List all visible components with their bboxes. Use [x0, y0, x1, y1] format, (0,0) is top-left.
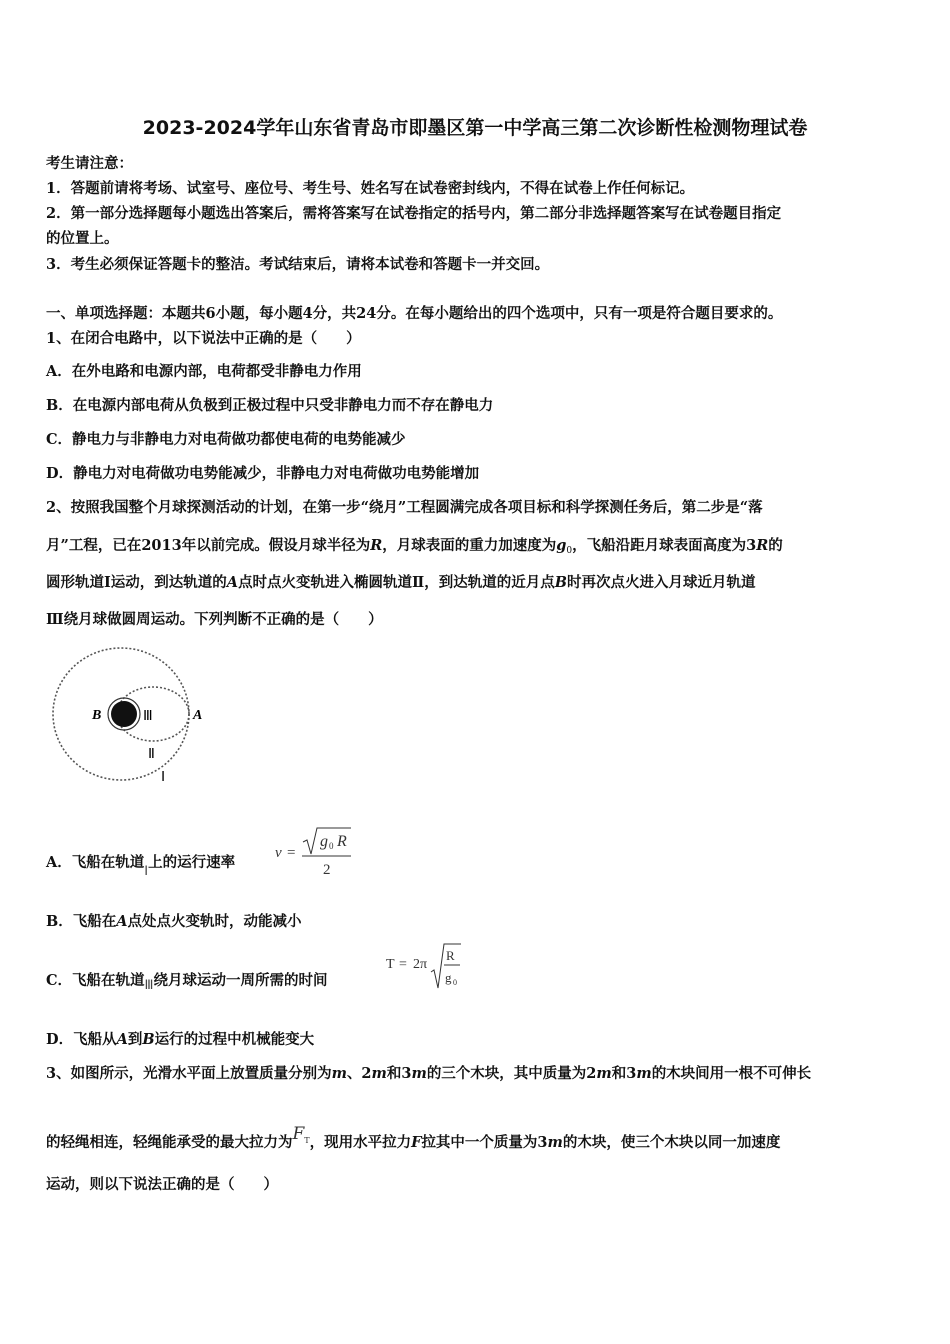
label-i: Ⅰ: [161, 770, 166, 785]
var-ft: F: [292, 1124, 305, 1144]
q2-line-1: 2、按照我国整个月球探测活动的计划，在第一步“绕月”工程圆满完成各项目标和科学探测任务后，第二步是“落: [46, 499, 763, 516]
q3-line-3: 运动，则以下说法正确的是（ ）: [46, 1176, 278, 1193]
var-b: B: [554, 574, 568, 591]
q2-text: 点时点火变轨进入椭圆轨道Ⅱ，到达轨道的近月点: [238, 574, 555, 591]
q2-option-a-text: A．飞船在轨道: [46, 854, 145, 871]
orbit-label: Ⅲ: [144, 977, 154, 992]
var-g-subscript: 0: [566, 546, 573, 556]
q3-text: 3、如图所示，光滑水平面上放置质量分别为: [46, 1065, 332, 1082]
q2-option-b-text: B．飞船在: [46, 913, 117, 930]
formula-t: [383, 940, 463, 992]
q1-option-b: B．在电源内部电荷从负极到正极过程中只受非静电力而不存在静电力: [46, 397, 494, 414]
var-f: F: [411, 1134, 422, 1151]
formula-symbol: v: [275, 845, 282, 861]
notice-item-2-cont: 的位置上。: [46, 230, 119, 247]
q2-option-c-text2: 绕月球运动一周所需的时间: [153, 972, 328, 989]
var-m: m: [331, 1065, 347, 1082]
q3-text: 、2: [346, 1065, 372, 1082]
var-m: m: [371, 1065, 387, 1082]
q3-text: 的轻绳相连，轻绳能承受的最大拉力为: [46, 1134, 293, 1151]
q2-option-b-text2: 点处点火变轨时，动能减小: [127, 913, 302, 930]
q3-line-1: [46, 1062, 811, 1083]
q2-option-a-text2: 上的运行速率: [148, 854, 236, 871]
q3-text: 和3: [611, 1065, 637, 1082]
var-a: A: [226, 574, 239, 591]
q2-option-d-text: D．飞船从: [46, 1031, 117, 1048]
q3-text: 的木块，使三个木块以同一加速度: [562, 1134, 781, 1151]
var-m: m: [596, 1065, 612, 1082]
formula-symbol: 2π: [413, 957, 428, 972]
var-ft-subscript: T: [304, 1136, 310, 1145]
orbit-diagram: [46, 640, 216, 790]
formula-symbol: =: [287, 845, 296, 861]
q3-text: 拉其中一个质量为3: [421, 1134, 548, 1151]
label-iii: Ⅲ: [143, 709, 153, 724]
var-r: R: [370, 537, 383, 554]
page-title: 2023-2024学年山东省青岛市即墨区第一中学高三第二次诊断性检测物理试卷: [142, 117, 808, 139]
var-a: A: [116, 913, 128, 930]
q2-option-a: [46, 851, 235, 879]
var-g: g: [556, 537, 567, 554]
formula-v: [273, 822, 353, 880]
q1-option-c: C．静电力与非静电力对电荷做功都使电荷的电势能减少: [46, 431, 406, 448]
var-b: B: [142, 1031, 155, 1048]
q2-line-2: [46, 534, 783, 556]
formula-symbol: T: [386, 957, 395, 972]
q3-text: 的木块间用一根不可伸长: [651, 1065, 812, 1082]
q2-line-3: [46, 571, 756, 592]
q3-text: ，现用水平拉力: [309, 1134, 412, 1151]
section-heading: 一、单项选择题：本题共6小题，每小题4分，共24分。在每小题给出的四个选项中，只有一项是符合题目要求的。: [46, 305, 783, 322]
var-m: m: [636, 1065, 652, 1082]
q2-option-d-text2: 到: [127, 1031, 143, 1048]
q2-text: 的: [768, 537, 783, 554]
var-a: A: [116, 1031, 128, 1048]
label-b: B: [92, 708, 102, 723]
label-ii: Ⅱ: [148, 747, 155, 762]
formula-symbol: R: [337, 833, 347, 850]
notice-item-2: 2．第一部分选择题每小题选出答案后，需将答案写在试卷指定的括号内，第二部分非选择题答案写在试卷题目指定: [46, 205, 782, 222]
q1-option-d: D．静电力对电荷做功电势能减少，非静电力对电荷做功电势能增加: [46, 465, 480, 482]
q3-line-2: [46, 1124, 780, 1152]
formula-symbol: R: [446, 948, 455, 963]
q2-option-c-text: C．飞船在轨道: [46, 972, 145, 989]
q2-text: 月”工程，已在2013年以前完成。假设月球半径为: [46, 537, 371, 554]
var-m: m: [547, 1134, 563, 1151]
orbit-label: Ⅰ: [144, 863, 149, 878]
q2-text: 时再次点火进入月球近月轨道: [567, 574, 756, 591]
q1-stem: 1、在闭合电路中，以下说法中正确的是（ ）: [46, 330, 361, 347]
moon-icon: [111, 701, 137, 727]
notice-item-3: 3．考生必须保证答题卡的整洁。考试结束后，请将本试卷和答题卡一并交回。: [46, 256, 550, 273]
formula-symbol: 2: [323, 862, 331, 878]
q2-text: ，飞船沿距月球表面高度为3: [572, 537, 757, 554]
notice-item-1: 1．答题前请将考场、试室号、座位号、考生号、姓名写在试卷密封线内，不得在试卷上作任何标记。: [46, 180, 695, 197]
q2-option-b: [46, 910, 302, 931]
formula-symbol: 0: [329, 841, 334, 851]
var-r: R: [756, 537, 769, 554]
q3-text: 的三个木块，其中质量为2: [426, 1065, 597, 1082]
q2-text: ，月球表面的重力加速度为: [382, 537, 557, 554]
q2-option-d: [46, 1028, 314, 1049]
label-a: A: [193, 708, 203, 723]
var-m: m: [411, 1065, 427, 1082]
notice-heading: 考生请注意：: [46, 155, 133, 172]
q2-option-c: [46, 969, 328, 993]
q3-text: 和3: [386, 1065, 412, 1082]
formula-symbol: g: [445, 970, 452, 985]
formula-symbol: =: [399, 957, 407, 972]
formula-symbol: g: [320, 833, 328, 850]
formula-symbol: 0: [453, 978, 457, 987]
q2-line-4: Ⅲ绕月球做圆周运动。下列判断不正确的是（ ）: [46, 611, 383, 628]
q1-option-a: A．在外电路和电源内部，电荷都受非静电力作用: [46, 363, 362, 380]
q2-option-d-text3: 运行的过程中机械能变大: [154, 1031, 315, 1048]
q2-text: 圆形轨道Ⅰ运动，到达轨道的: [46, 574, 227, 591]
